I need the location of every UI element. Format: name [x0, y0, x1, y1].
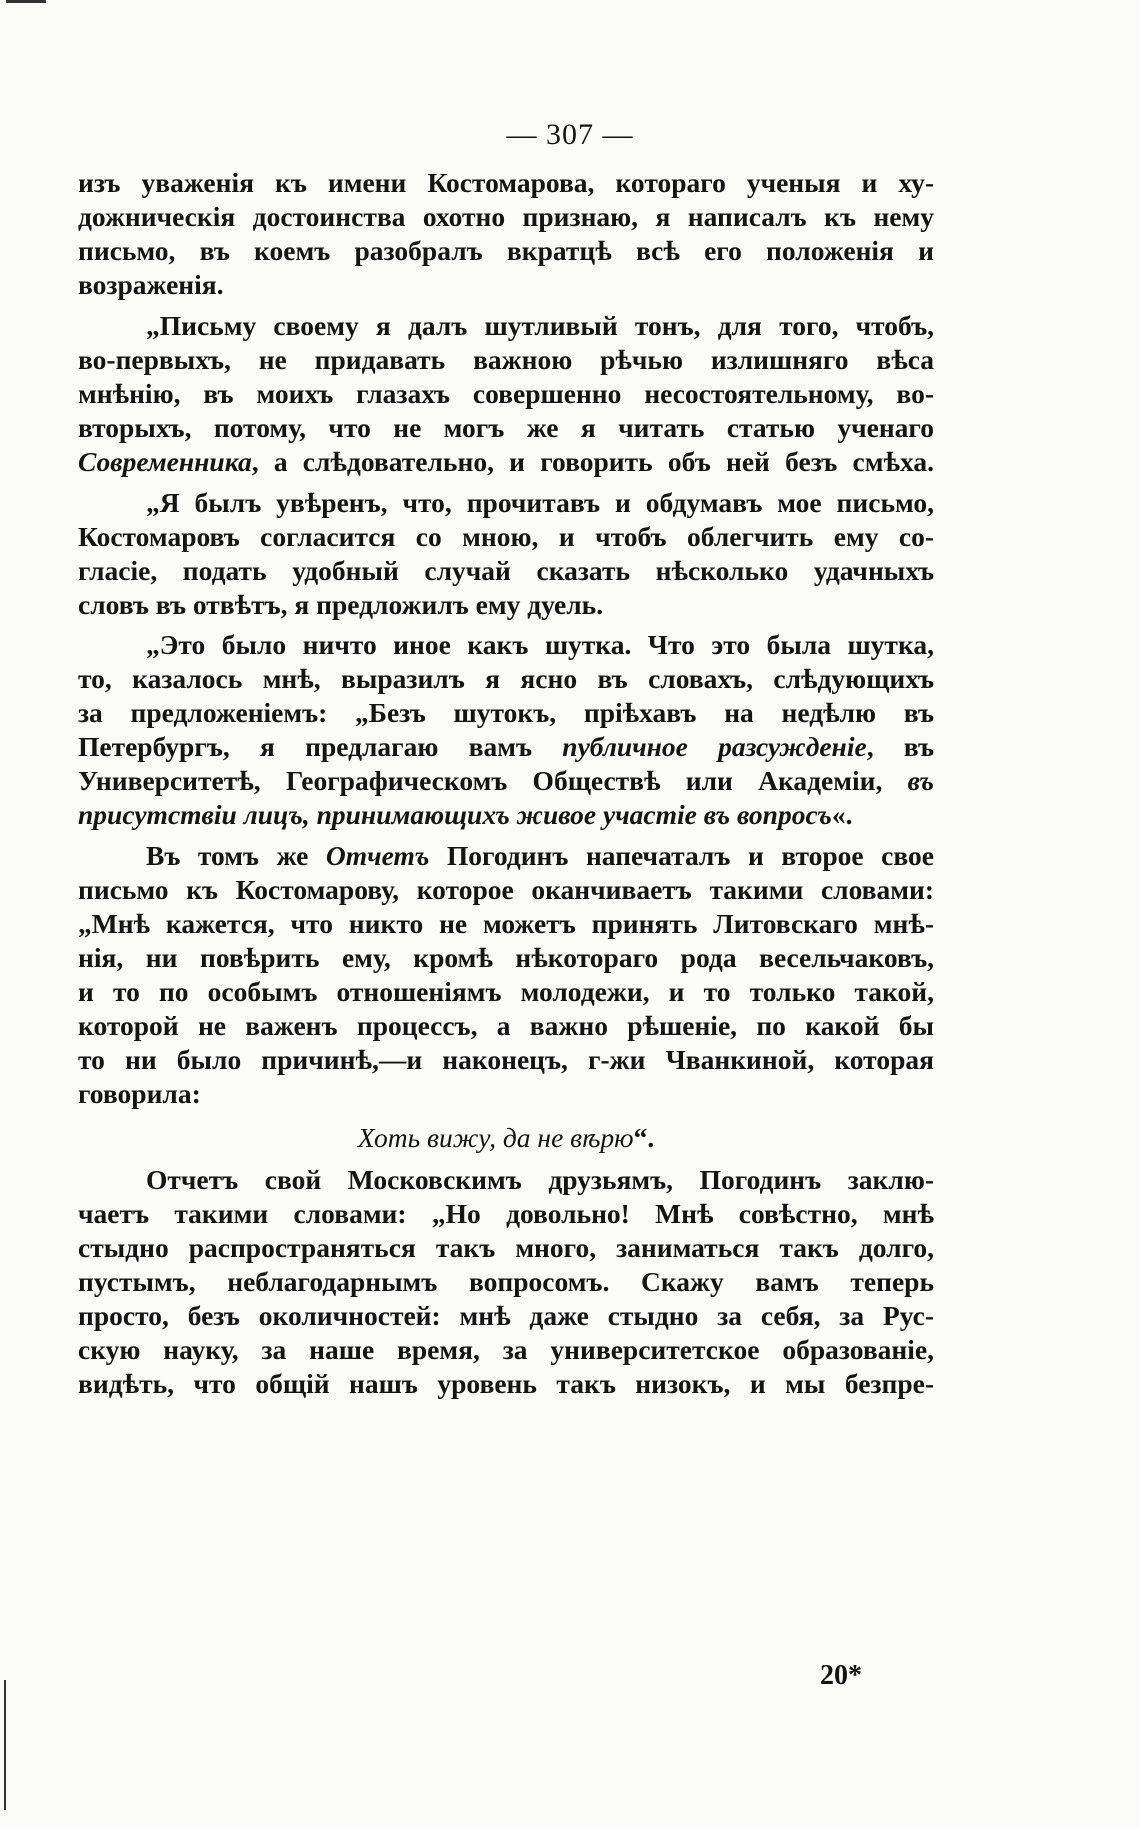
- text-line: чаетъ такими словами: „Но довольно! Мнѣ совѣстно, мнѣ: [78, 1198, 934, 1229]
- italic-span: публичное разсужденіе: [562, 731, 867, 762]
- italic-span: Современника: [78, 446, 252, 477]
- text-line: видѣть, что общій нашъ уровень такъ низокъ, и мы безпре-: [78, 1368, 934, 1399]
- text-line: говорила:: [78, 1078, 201, 1109]
- text-line: пустымъ, неблагодарнымъ вопросомъ. Скажу вамъ теперь: [78, 1266, 934, 1297]
- text-line: „Это было ничто иное какъ шутка. Что это была шутка,: [146, 629, 934, 660]
- scan-corner-mark: [6, 0, 46, 3]
- text-line: [78, 795, 934, 835]
- text-line: просто, безъ околичностей: мнѣ даже стыдно за себя, за Рус-: [78, 1300, 934, 1331]
- text-line: Отчетъ свой Московскимъ друзьямъ, Погодинъ заклю-: [146, 1164, 934, 1195]
- text-line: возраженія.: [78, 269, 224, 300]
- italic-span: присутствіи лицъ, принимающихъ живое участіе въ вопросъ: [78, 799, 832, 830]
- text-line: то, казалось мнѣ, выразилъ я ясно въ словахъ, слѣдующихъ: [78, 663, 934, 694]
- text-line: письмо къ Костомарову, которое оканчиваетъ такими словами:: [78, 874, 934, 905]
- scan-edge-mark: [4, 1680, 6, 1810]
- text-line: Костомаровъ согласится со мною, и чтобъ облегчить ему со-: [78, 521, 934, 552]
- text-line: скую науку, за наше время, за университетское образованіе,: [78, 1334, 934, 1365]
- text-line: и то по особымъ отношеніямъ молодежи, и то только такой,: [78, 976, 934, 1007]
- text-line: гласіе, подать удобный случай сказать нѣсколько удачныхъ: [78, 555, 934, 586]
- text-span: Петербургъ, я предлагаю вамъ: [78, 731, 563, 762]
- text-span: , а слѣдовательно, и говорить объ ней безъ смѣха.: [251, 446, 934, 477]
- text-line: „Письму своему я далъ шутливый тонъ, для того, чтобъ,: [146, 310, 934, 341]
- text-line: мнѣнію, въ моихъ глазахъ совершенно несостоятельному, во-: [78, 378, 934, 409]
- signature-mark: 20*: [820, 1660, 862, 1691]
- text-span: Университетѣ, Географическомъ Обществѣ или Академіи,: [78, 765, 908, 796]
- text-line: письмо, въ коемъ разобралъ вкратцѣ всѣ его положенія и: [78, 235, 934, 266]
- text-span: Погодинъ напечаталъ и второе свое: [429, 840, 934, 871]
- text-span: , въ: [866, 731, 934, 762]
- text-line: которой не важенъ процессъ, а важно рѣшеніе, по какой бы: [78, 1010, 934, 1041]
- text-line: вторыхъ, потому, что не могъ же я читать статью ученаго: [78, 412, 934, 443]
- text-line: за предложеніемъ: „Безъ шутокъ, пріѣхавъ на недѣлю въ: [78, 697, 934, 728]
- text-line: [78, 442, 934, 482]
- italic-span: Хоть вижу, да не вѣрю: [357, 1122, 634, 1153]
- quote-line: [78, 1118, 934, 1158]
- text-span: “.: [633, 1122, 655, 1153]
- text-span: «.: [831, 799, 853, 830]
- text-line: словъ въ отвѣтъ, я предложилъ ему дуель.: [78, 589, 604, 620]
- text-line: изъ уваженія къ имени Костомарова, котораго ученыя и ху-: [78, 167, 934, 198]
- text-line: стыдно распространяться такъ много, заниматься такъ долго,: [78, 1232, 934, 1263]
- text-line: во-первыхъ, не придавать важною рѣчью излишняго вѣса: [78, 344, 934, 375]
- text-line: „Я былъ увѣренъ, что, прочитавъ и обдумавъ мое письмо,: [146, 487, 934, 518]
- text-line: „Мнѣ кажется, что никто не можетъ принять Литовскаго мнѣ-: [78, 908, 934, 939]
- page-number: — 307 —: [506, 118, 634, 151]
- italic-span: въ: [907, 765, 934, 796]
- text-line: дожническія достоинства охотно признаю, я написалъ къ нему: [78, 201, 934, 232]
- italic-span: Отчетъ: [325, 840, 430, 871]
- text-line: нія, ни повѣрить ему, кромѣ нѣкотораго рода весельчаковъ,: [78, 942, 934, 973]
- text-span: Въ томъ же: [146, 840, 326, 871]
- text-line: то ни было причинѣ,—и наконецъ, г-жи Чванкиной, которая: [78, 1044, 934, 1075]
